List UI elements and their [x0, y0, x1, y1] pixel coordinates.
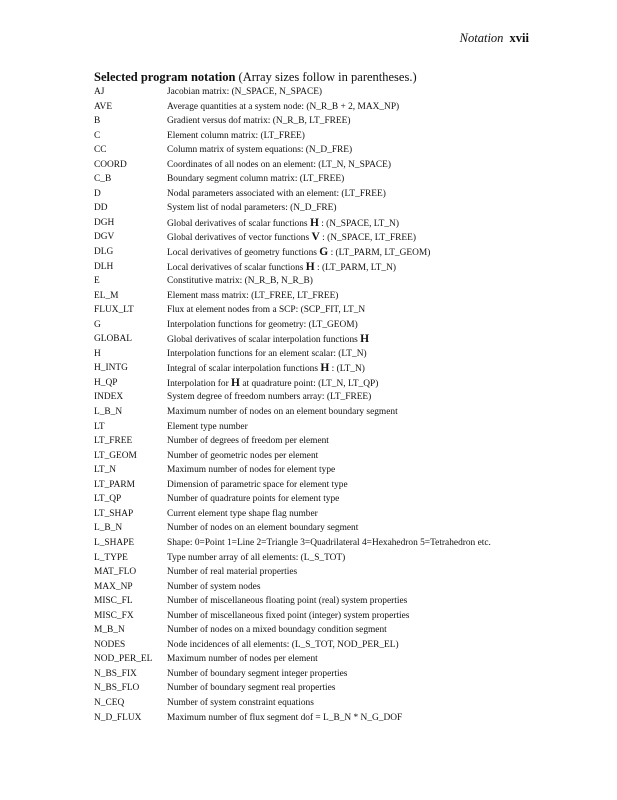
notation-description: Number of degrees of freedom per element	[167, 436, 329, 447]
notation-row	[94, 681, 564, 696]
description-text: Local derivatives of scalar functions	[167, 262, 304, 273]
notation-description: Maximum number of nodes on an element boundary segment	[167, 407, 398, 418]
notation-row	[94, 536, 564, 551]
notation-row	[94, 260, 564, 275]
header-title: Notation	[459, 31, 504, 45]
notation-name: MISC_FL	[94, 596, 133, 607]
notation-row	[94, 638, 564, 653]
notation-row	[94, 405, 564, 420]
matrix-symbol: H	[231, 376, 240, 389]
matrix-symbol: H	[360, 333, 370, 346]
notation-name: LT_SHAP	[94, 508, 134, 519]
notation-description: Node incidences of all elements: (L_S_TOT, NOD_PER_EL)	[167, 639, 399, 650]
description-suffix: : (LT_PARM, LT_GEOM)	[330, 248, 431, 259]
notation-description: Number of geometric nodes per element	[167, 450, 319, 461]
notation-description: Current element type shape flag number	[167, 508, 318, 519]
notation-name: B	[94, 116, 101, 127]
notation-description: Number of quadrature points for element type	[167, 494, 340, 505]
description-suffix: at quadrature point: (LT_N, LT_QP)	[242, 378, 379, 389]
notation-description: Average quantities at a system node: (N_R_B + 2, MAX_NP)	[167, 101, 400, 112]
page-number: xvii	[509, 31, 529, 45]
description-suffix: : (N_SPACE, LT_N)	[321, 218, 399, 229]
notation-row	[94, 143, 564, 158]
notation-description: Number of miscellaneous floating point (real) system properties	[167, 596, 408, 607]
notation-name: COORD	[94, 159, 127, 170]
description-text: Global derivatives of vector functions	[167, 233, 310, 244]
notation-description: Number of boundary segment real properties	[167, 683, 336, 694]
notation-description: Maximum number of nodes for element type	[167, 465, 336, 476]
notation-row	[94, 696, 564, 711]
notation-name: LT_PARM	[94, 479, 135, 490]
description-text: Local derivatives of geometry functions	[167, 248, 317, 259]
notation-name: N_D_FLUX	[94, 712, 142, 723]
notation-name: LT	[94, 421, 105, 432]
notation-description: Element type number	[167, 421, 248, 432]
notation-row	[94, 332, 564, 347]
notation-name: AJ	[94, 87, 105, 97]
notation-name: DGH	[94, 217, 115, 228]
notation-name: MISC_FX	[94, 610, 134, 621]
notation-name: L_B_N	[94, 407, 123, 418]
notation-row	[94, 492, 564, 507]
notation-row	[94, 216, 564, 231]
running-header	[460, 31, 529, 46]
notation-row	[94, 114, 564, 129]
notation-description: Element mass matrix: (LT_FREE, LT_FREE)	[167, 290, 339, 301]
notation-description: Dimension of parametric space for element type	[167, 479, 348, 490]
notation-description: Nodal parameters associated with an element: (LT_FREE)	[167, 188, 386, 199]
notation-row	[94, 376, 564, 391]
notation-name: N_BS_FIX	[94, 668, 137, 679]
notation-table	[94, 85, 564, 725]
notation-description: Interpolation functions for an element scalar: (LT_N)	[167, 348, 367, 359]
notation-name: H	[94, 348, 101, 359]
notation-description	[167, 361, 564, 376]
description-text: Global derivatives of scalar interpolation functions	[167, 335, 358, 346]
notation-description: System list of nodal parameters: (N_D_FRE)	[167, 203, 337, 214]
matrix-symbol: H	[309, 216, 319, 229]
notation-description: Flux at element nodes from a SCP: (SCP_FIT, LT_N	[167, 305, 366, 316]
notation-description: Number of system constraint equations	[167, 697, 314, 708]
notation-name: INDEX	[94, 392, 124, 403]
notation-name: NOD_PER_EL	[94, 654, 153, 665]
notation-name: NODES	[94, 639, 126, 650]
notation-description: Constitutive matrix: (N_R_B, N_R_B)	[167, 276, 313, 287]
notation-description	[167, 332, 564, 347]
notation-name: DLG	[94, 247, 114, 258]
notation-name: M_B_N	[94, 625, 125, 636]
notation-name: LT_QP	[94, 494, 122, 505]
notation-row	[94, 449, 564, 464]
notation-description: Shape: 0=Point 1=Line 2=Triangle 3=Quadrilateral 4=Hexahedron 5=Tetrahedron etc.	[167, 537, 491, 548]
notation-row	[94, 580, 564, 595]
description-suffix: : (N_SPACE, LT_FREE)	[322, 233, 417, 244]
notation-name: C_B	[94, 174, 112, 185]
notation-row	[94, 711, 564, 726]
notation-description: Number of miscellaneous fixed point (integer) system properties	[167, 610, 410, 621]
notation-name: D	[94, 188, 101, 199]
notation-description	[167, 260, 564, 275]
notation-row	[94, 85, 564, 100]
notation-row	[94, 187, 564, 202]
notation-description: Maximum number of nodes per element	[167, 654, 318, 665]
notation-name: DD	[94, 203, 108, 214]
description-suffix: : (LT_N)	[331, 364, 365, 375]
notation-description: Jacobian matrix: (N_SPACE, N_SPACE)	[167, 87, 323, 97]
notation-name: N_BS_FLO	[94, 683, 140, 694]
notation-row	[94, 478, 564, 493]
notation-row	[94, 623, 564, 638]
notation-description: Number of system nodes	[167, 581, 261, 592]
notation-description	[167, 230, 564, 245]
notation-description: Maximum number of flux segment dof = L_B_N * N_G_DOF	[167, 712, 403, 723]
notation-row	[94, 129, 564, 144]
notation-row	[94, 245, 564, 260]
description-suffix: : (LT_PARM, LT_N)	[317, 262, 396, 273]
matrix-symbol: H	[320, 362, 330, 375]
notation-row	[94, 361, 564, 376]
description-text: Global derivatives of scalar functions	[167, 218, 308, 229]
notation-description: Number of nodes on an element boundary segment	[167, 523, 359, 534]
notation-name: LT_GEOM	[94, 450, 137, 461]
notation-name: L_TYPE	[94, 552, 128, 563]
notation-description	[167, 245, 564, 260]
notation-row	[94, 507, 564, 522]
notation-name: MAT_FLO	[94, 567, 137, 578]
description-text: Integral of scalar interpolation functions	[167, 364, 318, 375]
notation-name: DGV	[94, 232, 115, 243]
notation-description: Number of nodes on a mixed boundagy condition segment	[167, 625, 387, 636]
notation-name: N_CEQ	[94, 697, 125, 708]
notation-name: EL_M	[94, 290, 119, 301]
notation-name: H_INTG	[94, 363, 128, 374]
notation-name: CC	[94, 145, 107, 156]
notation-description: Number of boundary segment integer properties	[167, 668, 348, 679]
notation-row	[94, 201, 564, 216]
notation-row	[94, 434, 564, 449]
notation-description: Number of real material properties	[167, 567, 298, 578]
notation-description: Type number array of all elements: (L_S_TOT)	[167, 552, 346, 563]
notation-name: FLUX_LT	[94, 305, 134, 316]
notation-row	[94, 667, 564, 682]
notation-name: L_B_N	[94, 523, 123, 534]
notation-name: L_SHAPE	[94, 537, 135, 548]
notation-row	[94, 390, 564, 405]
notation-description	[167, 216, 564, 231]
notation-row	[94, 347, 564, 362]
notation-row	[94, 274, 564, 289]
caption-bold: Selected program notation	[94, 70, 236, 84]
notation-row	[94, 652, 564, 667]
table-caption	[94, 70, 417, 85]
notation-row	[94, 609, 564, 624]
notation-row	[94, 172, 564, 187]
notation-description: Coordinates of all nodes on an element: (LT_N, N_SPACE)	[167, 159, 392, 170]
notation-description: Column matrix of system equations: (N_D_FRE)	[167, 145, 353, 156]
notation-name: AVE	[94, 101, 113, 112]
notation-row	[94, 551, 564, 566]
matrix-symbol: V	[311, 231, 320, 244]
notation-name: MAX_NP	[94, 581, 133, 592]
notation-description: Gradient versus dof matrix: (N_R_B, LT_FREE)	[167, 116, 351, 127]
caption-note: (Array sizes follow in parentheses.)	[238, 70, 417, 84]
notation-row	[94, 521, 564, 536]
notation-row	[94, 158, 564, 173]
notation-name: E	[94, 276, 100, 287]
notation-row	[94, 100, 564, 115]
notation-row	[94, 289, 564, 304]
notation-name: LT_FREE	[94, 436, 133, 447]
notation-row	[94, 420, 564, 435]
matrix-symbol: H	[305, 260, 315, 273]
notation-name: GLOBAL	[94, 334, 133, 345]
notation-name: C	[94, 130, 101, 141]
notation-row	[94, 594, 564, 609]
notation-description: Element column matrix: (LT_FREE)	[167, 130, 305, 141]
notation-name: G	[94, 319, 101, 330]
notation-name: DLH	[94, 261, 114, 272]
notation-name: LT_N	[94, 465, 117, 476]
notation-description: Interpolation functions for geometry: (LT_GEOM)	[167, 319, 358, 330]
notation-row	[94, 303, 564, 318]
notation-row	[94, 463, 564, 478]
notation-row	[94, 565, 564, 580]
notation-description: System degree of freedom numbers array: (LT_FREE)	[167, 392, 372, 403]
notation-row	[94, 318, 564, 333]
notation-description	[167, 376, 564, 391]
notation-row	[94, 230, 564, 245]
matrix-symbol: G	[319, 246, 329, 259]
notation-name: H_QP	[94, 377, 118, 388]
description-text: Interpolation for	[167, 378, 229, 389]
notation-description: Boundary segment column matrix: (LT_FREE)	[167, 174, 345, 185]
